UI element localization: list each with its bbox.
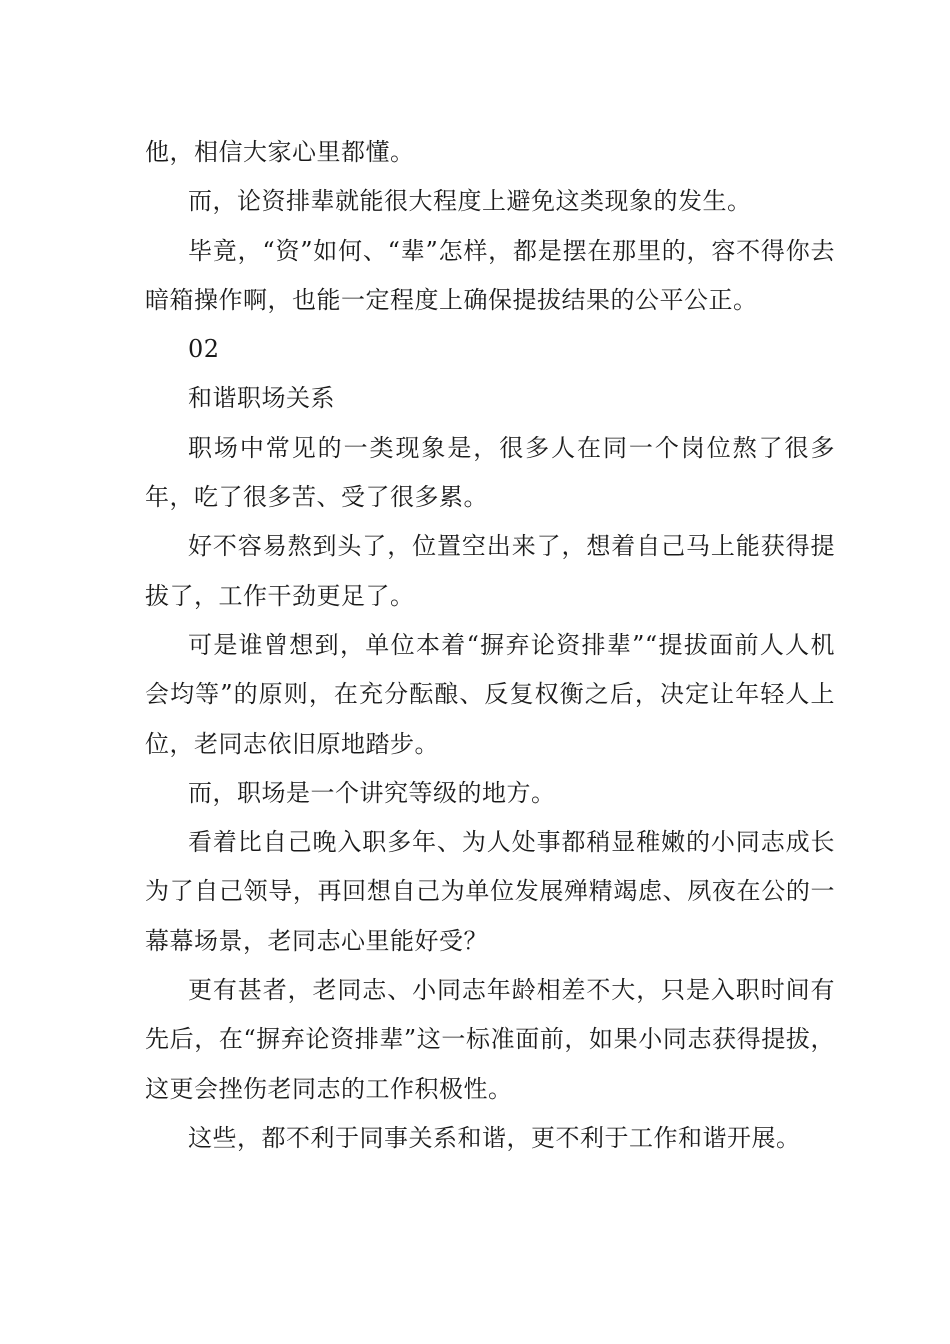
section-number: 02 <box>188 335 220 364</box>
paragraph-continuation: 他，相信大家心里都懂。 <box>145 138 415 166</box>
document-body <box>145 128 835 1163</box>
paragraph: 更有甚者，老同志、小同志年龄相差不大，只是入职时间有先后，在“摒弃论资排辈”这一标准面前，如果小同志获得提拔，这更会挫伤老同志的工作积极性。 <box>145 976 835 1103</box>
paragraph: 看着比自己晚入职多年、为人处事都稍显稚嫩的小同志成长为了自己领导，再回想自己为单位发展殚精竭虑、夙夜在公的一幕幕场景，老同志心里能好受？ <box>145 828 835 955</box>
section-heading: 和谐职场关系 <box>188 384 335 413</box>
paragraph: 而，职场是一个讲究等级的地方。 <box>188 778 556 807</box>
paragraph: 好不容易熬到头了，位置空出来了，想着自己马上能获得提拔了，工作干劲更足了。 <box>145 532 835 610</box>
paragraph: 这些，都不利于同事关系和谐，更不利于工作和谐开展。 <box>188 1123 801 1152</box>
paragraph: 可是谁曾想到，单位本着“摒弃论资排辈”“提拔面前人人机会均等”的原则，在充分酝酿、反复权衡之后，决定让年轻人上位，老同志依旧原地踏步。 <box>145 630 835 758</box>
paragraph: 而，论资排辈就能很大程度上避免这类现象的发生。 <box>188 187 752 216</box>
paragraph: 毕竟，“资”如何、“辈”怎样，都是摆在那里的，容不得你去暗箱操作啊，也能一定程度上确保提拔结果的公平公正。 <box>145 236 835 314</box>
paragraph: 职场中常见的一类现象是，很多人在同一个岗位熬了很多年，吃了很多苦、受了很多累。 <box>145 433 835 512</box>
